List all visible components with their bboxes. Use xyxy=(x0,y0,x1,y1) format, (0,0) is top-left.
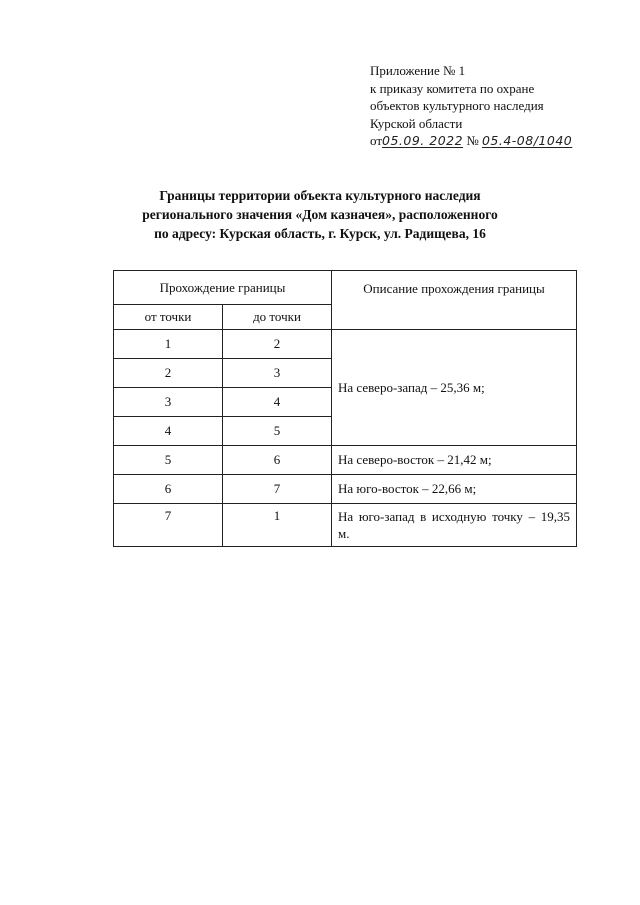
handwritten-order-number: 05.4-08/1040 xyxy=(481,133,573,148)
from-point-cell: 1 xyxy=(114,330,223,359)
to-point-cell: 4 xyxy=(223,388,332,417)
description-cell: На юго-запад в исходную точку – 19,35 м. xyxy=(332,504,577,547)
title-line-1: Границы территории объекта культурного наследия xyxy=(159,188,481,203)
handwritten-date: 05.09. 2022 xyxy=(382,133,464,148)
boundary-table xyxy=(113,270,577,547)
header-row xyxy=(114,271,577,305)
boundary-group-header: Прохождение границы xyxy=(114,271,332,305)
from-point-cell: 2 xyxy=(114,359,223,388)
from-point-cell: 6 xyxy=(114,475,223,504)
appendix-order-ref: к приказу комитета по охране xyxy=(370,80,535,96)
appendix-number: Приложение № 1 xyxy=(370,63,466,78)
description-cell: На северо-запад – 25,36 м; xyxy=(332,330,577,446)
to-point-cell: 7 xyxy=(223,475,332,504)
table-row xyxy=(114,504,577,547)
number-prefix: № xyxy=(466,133,479,148)
title-line-3: по адресу: Курская область, г. Курск, ул. Радищева, 16 xyxy=(154,226,486,241)
to-point-cell: 2 xyxy=(223,330,332,359)
table-row xyxy=(114,446,577,475)
to-point-cell: 6 xyxy=(223,446,332,475)
to-point-cell: 1 xyxy=(223,504,332,547)
to-point-header: до точки xyxy=(223,305,332,330)
from-point-cell: 5 xyxy=(114,446,223,475)
description-header: Описание прохождения границы xyxy=(332,271,577,330)
order-date-number-line xyxy=(370,132,572,150)
appendix-header xyxy=(370,62,572,150)
table-row xyxy=(114,330,577,359)
description-cell: На юго-восток – 22,66 м; xyxy=(332,475,577,504)
from-point-header: от точки xyxy=(114,305,223,330)
description-cell: На северо-восток – 21,42 м; xyxy=(332,446,577,475)
date-prefix: от xyxy=(370,133,383,148)
to-point-cell: 3 xyxy=(223,359,332,388)
appendix-region: Курской области xyxy=(370,115,463,131)
from-point-cell: 4 xyxy=(114,417,223,446)
from-point-cell: 7 xyxy=(114,504,223,547)
table-row xyxy=(114,475,577,504)
title-line-2: регионального значения «Дом казначея», расположенного xyxy=(142,207,498,222)
from-point-cell: 3 xyxy=(114,388,223,417)
to-point-cell: 5 xyxy=(223,417,332,446)
document-title xyxy=(100,186,540,243)
appendix-committee: объектов культурного наследия xyxy=(370,98,544,113)
